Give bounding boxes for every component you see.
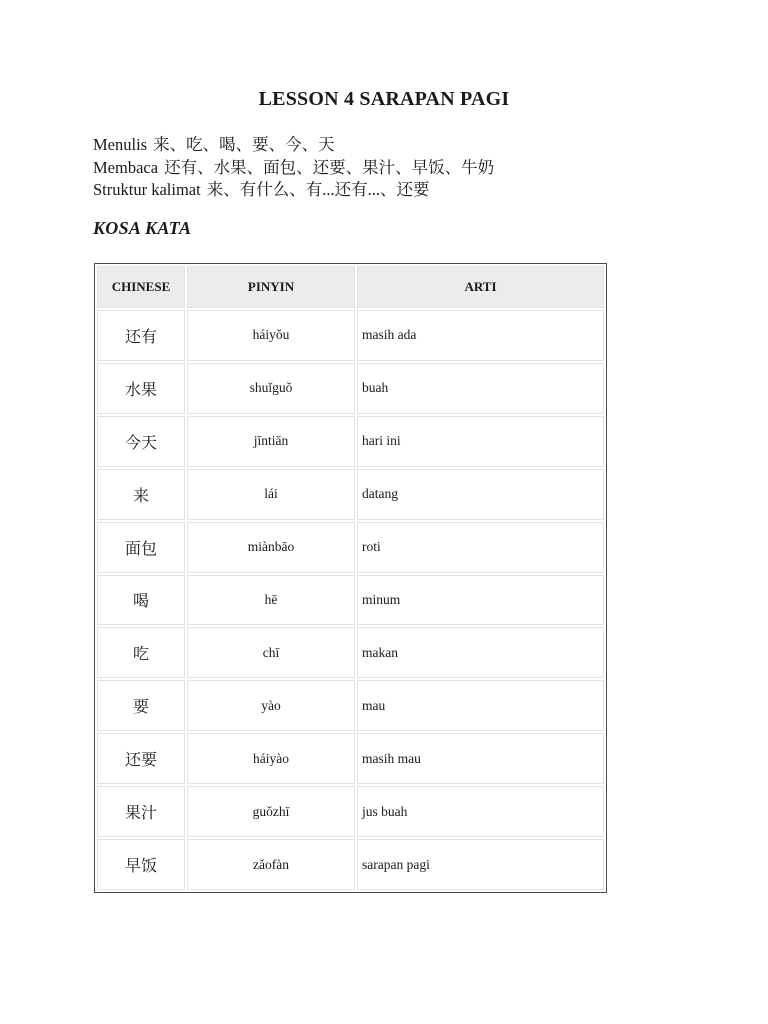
cell-arti: masih mau bbox=[357, 733, 604, 784]
cell-arti: roti bbox=[357, 522, 604, 573]
cell-pinyin: háiyǒu bbox=[187, 310, 355, 361]
table-row bbox=[97, 522, 604, 573]
cell-arti: masih ada bbox=[357, 310, 604, 361]
section-heading-kosa-kata: KOSA KATA bbox=[93, 218, 192, 238]
table-row bbox=[97, 575, 604, 626]
cell-arti: buah bbox=[357, 363, 604, 414]
table-row bbox=[97, 627, 604, 678]
cell-chinese: 还有 bbox=[97, 310, 185, 361]
cell-chinese: 果汁 bbox=[97, 786, 185, 837]
cell-chinese: 面包 bbox=[97, 522, 185, 573]
cell-arti: datang bbox=[357, 469, 604, 520]
cell-pinyin: lái bbox=[187, 469, 355, 520]
table-row bbox=[97, 680, 604, 731]
intro-label-struktur: Struktur kalimat bbox=[93, 180, 201, 199]
cell-chinese: 吃 bbox=[97, 627, 185, 678]
table-row bbox=[97, 733, 604, 784]
cell-pinyin: háiyào bbox=[187, 733, 355, 784]
cell-arti: makan bbox=[357, 627, 604, 678]
table-header-row bbox=[97, 266, 604, 308]
table-row bbox=[97, 363, 604, 414]
cell-chinese: 早饭 bbox=[97, 839, 185, 890]
cell-pinyin: guǒzhī bbox=[187, 786, 355, 837]
cell-pinyin: miànbāo bbox=[187, 522, 355, 573]
lesson-intro bbox=[93, 134, 494, 202]
table-row bbox=[97, 310, 604, 361]
intro-line-membaca bbox=[93, 157, 494, 180]
vocabulary-table bbox=[94, 263, 607, 893]
table-row bbox=[97, 786, 604, 837]
intro-line-struktur bbox=[93, 179, 494, 202]
column-header-arti: ARTI bbox=[357, 266, 604, 308]
cell-pinyin: jīntiān bbox=[187, 416, 355, 467]
cell-arti: sarapan pagi bbox=[357, 839, 604, 890]
table-row bbox=[97, 839, 604, 890]
cell-chinese: 要 bbox=[97, 680, 185, 731]
cell-pinyin: chī bbox=[187, 627, 355, 678]
cell-chinese: 来 bbox=[97, 469, 185, 520]
cell-arti: hari ini bbox=[357, 416, 604, 467]
cell-pinyin: yào bbox=[187, 680, 355, 731]
cell-chinese: 水果 bbox=[97, 363, 185, 414]
intro-line-menulis bbox=[93, 134, 494, 157]
intro-text-struktur: 来、有什么、有...还有...、还要 bbox=[206, 180, 430, 199]
intro-text-membaca: 还有、水果、面包、还要、果汁、早饭、牛奶 bbox=[164, 157, 495, 177]
cell-arti: mau bbox=[357, 680, 604, 731]
column-header-chinese: CHINESE bbox=[97, 266, 185, 308]
intro-label-membaca: Membaca bbox=[93, 157, 159, 177]
cell-chinese: 还要 bbox=[97, 733, 185, 784]
intro-label-menulis: Menulis bbox=[93, 135, 148, 154]
column-header-pinyin: PINYIN bbox=[187, 266, 355, 308]
table-row bbox=[97, 416, 604, 467]
intro-text-menulis: 来、吃、喝、要、今、天 bbox=[153, 135, 335, 154]
cell-arti: minum bbox=[357, 575, 604, 626]
cell-arti: jus buah bbox=[357, 786, 604, 837]
table-row bbox=[97, 469, 604, 520]
cell-pinyin: hē bbox=[187, 575, 355, 626]
table-body bbox=[97, 310, 604, 890]
cell-chinese: 喝 bbox=[97, 575, 185, 626]
cell-pinyin: shuǐguǒ bbox=[187, 363, 355, 414]
cell-chinese: 今天 bbox=[97, 416, 185, 467]
page-title: LESSON 4 SARAPAN PAGI bbox=[258, 88, 510, 110]
cell-pinyin: zǎofàn bbox=[187, 839, 355, 890]
